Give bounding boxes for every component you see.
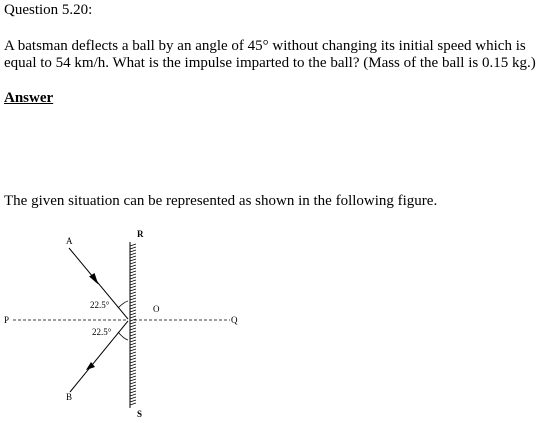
question-heading: Question 5.20: [4,2,93,18]
hatch-mark [130,367,136,369]
hatch-mark [130,292,136,294]
hatch-mark [130,328,136,330]
label-r: R [137,229,144,239]
hatch-mark [130,379,136,381]
hatch-mark [130,373,136,375]
hatch-mark [130,295,136,297]
hatch-mark [130,262,136,264]
hatch-mark [130,274,136,276]
hatch-mark [130,355,136,357]
hatch-mark [130,400,136,402]
hatch-mark [130,280,136,282]
hatch-mark [130,253,136,255]
hatch-mark [130,304,136,306]
deflection-figure [0,222,260,422]
label-o: O [153,304,160,314]
hatch-mark [130,382,136,384]
hatch-mark [130,268,136,270]
hatch-mark [130,352,136,354]
hatch-mark [130,346,136,348]
answer-intro-text: The given situation can be represented as shown in the following figure. [4,193,438,209]
hatch-mark [130,283,136,285]
label-p: P [4,315,10,325]
hatch-mark [130,358,136,360]
hatch-mark [130,265,136,267]
hatch-mark [130,343,136,345]
label-a: A [66,236,73,246]
angle-lower-label: 22.5° [92,327,112,337]
hatch-mark [130,364,136,366]
hatch-mark [130,349,136,351]
hatch-mark [130,301,136,303]
hatch-mark [130,247,136,249]
label-s: S [137,409,143,419]
hatch-mark [130,337,136,339]
label-b: B [66,392,73,402]
label-q: Q [231,315,238,325]
hatch-mark [130,340,136,342]
hatch-mark [130,361,136,363]
hatch-mark [130,313,136,315]
hatch-mark [130,397,136,399]
lower-angle-arc [118,332,128,340]
hatch-mark [130,322,136,324]
hatch-mark [130,376,136,378]
angle-upper-label: 22.5° [90,300,110,310]
hatch-mark [130,331,136,333]
hatch-mark [130,298,136,300]
hatch-mark [130,307,136,309]
hatch-mark [130,403,136,405]
question-text: A batsman deflects a ball by an angle of 45° without changing its initial speed which is equal to 54 km/h. What is the impulse imparted to the ball? (Mass of the ball is 0.15 kg.) [4,38,536,71]
hatch-mark [130,259,136,261]
answer-label: Answer [4,90,54,106]
upper-angle-arc [118,301,128,308]
hatch-mark [130,310,136,312]
hatch-mark [130,271,136,273]
hatch-mark [130,334,136,336]
bat-hatching [130,244,136,405]
hatch-mark [130,388,136,390]
hatch-mark [130,277,136,279]
hatch-mark [130,286,136,288]
hatch-mark [130,391,136,393]
hatch-mark [130,244,136,246]
hatch-mark [130,250,136,252]
hatch-mark [130,289,136,291]
hatch-mark [130,370,136,372]
hatch-mark [130,385,136,387]
hatch-mark [130,394,136,396]
hatch-mark [130,325,136,327]
hatch-mark [130,256,136,258]
hatch-mark [130,316,136,318]
